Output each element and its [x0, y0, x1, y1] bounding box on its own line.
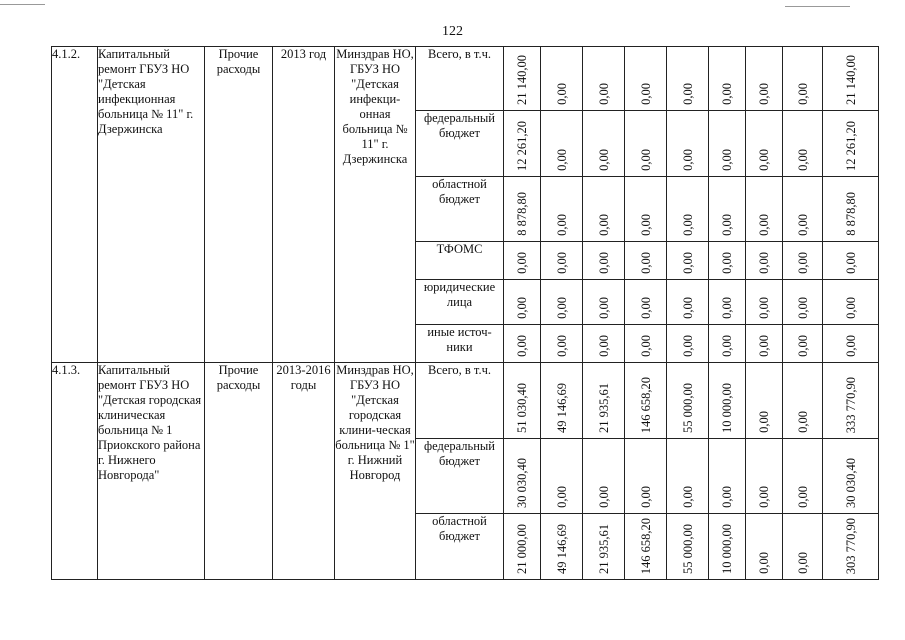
year-value: 0,00 [795, 552, 810, 574]
year-value: 0,00 [720, 149, 734, 171]
year-value: 0,00 [680, 214, 695, 236]
year-value: 49 146,69 [554, 383, 569, 433]
value-cell [667, 47, 709, 111]
total-value: 0,00 [843, 252, 858, 274]
budget-table [51, 46, 879, 580]
value-cell [541, 325, 583, 363]
value-cell [709, 47, 746, 111]
year-value: 0,00 [757, 552, 771, 574]
year-value: 21 000,00 [515, 524, 529, 574]
year-value: 0,00 [554, 83, 569, 105]
value-cell [823, 111, 879, 177]
funding-source-label: ТФОМС [416, 242, 504, 280]
year-value: 0,00 [680, 335, 695, 357]
value-cell [667, 514, 709, 580]
value-cell [541, 242, 583, 280]
value-cell [667, 325, 709, 363]
value-cell [823, 363, 879, 439]
year-value: 0,00 [596, 252, 611, 274]
total-value: 12 261,20 [843, 121, 858, 171]
value-cell [823, 514, 879, 580]
value-cell [746, 280, 783, 325]
value-cell [667, 280, 709, 325]
total-value: 8 878,80 [843, 192, 858, 236]
year-value: 0,00 [757, 486, 771, 508]
scan-mark-top-left [0, 4, 45, 5]
value-cell [625, 111, 667, 177]
value-cell [667, 363, 709, 439]
value-cell [667, 242, 709, 280]
item-title: Капитальный ремонт ГБУЗ НО "Детская городская клиническая больница № 1 Приокского района г. Нижнего Новгорода" [98, 363, 205, 580]
year-value: 0,00 [795, 252, 810, 274]
year-value: 0,00 [757, 252, 771, 274]
value-cell [625, 514, 667, 580]
value-cell [583, 439, 625, 514]
value-cell [541, 47, 583, 111]
year-value: 0,00 [638, 149, 653, 171]
value-cell [504, 439, 541, 514]
year-value: 0,00 [757, 335, 771, 357]
value-cell [625, 242, 667, 280]
year-value: 0,00 [757, 297, 771, 319]
value-cell [823, 280, 879, 325]
value-cell [709, 177, 746, 242]
year-value: 10 000,00 [720, 383, 734, 433]
value-cell [625, 325, 667, 363]
year-value: 0,00 [720, 335, 734, 357]
value-cell [783, 280, 823, 325]
year-value: 0,00 [757, 214, 771, 236]
year-value: 0,00 [757, 411, 771, 433]
period: 2013 год [273, 47, 335, 363]
value-cell [583, 280, 625, 325]
year-value: 12 261,20 [515, 121, 529, 171]
year-value: 0,00 [554, 149, 569, 171]
year-value: 21 140,00 [515, 55, 529, 105]
item-number: 4.1.2. [52, 47, 98, 363]
value-cell [583, 325, 625, 363]
executor: Минздрав НО, ГБУЗ НО "Детская городская клини-ческая больница № 1" г. Нижний Новгород [335, 363, 416, 580]
value-cell [541, 280, 583, 325]
value-cell [504, 177, 541, 242]
value-cell [504, 363, 541, 439]
budget-table-body [52, 47, 879, 580]
value-cell [783, 242, 823, 280]
value-cell [746, 439, 783, 514]
year-value: 0,00 [795, 83, 810, 105]
value-cell [583, 177, 625, 242]
value-cell [746, 47, 783, 111]
year-value: 8 878,80 [515, 192, 529, 236]
funding-source-label: федеральный бюджет [416, 439, 504, 514]
value-cell [504, 47, 541, 111]
year-value: 0,00 [720, 252, 734, 274]
year-value: 146 658,20 [638, 376, 653, 433]
value-cell [783, 177, 823, 242]
total-value: 21 140,00 [843, 55, 858, 105]
year-value: 0,00 [795, 411, 810, 433]
year-value: 0,00 [757, 149, 771, 171]
value-cell [709, 111, 746, 177]
table-row [52, 363, 879, 439]
value-cell [504, 325, 541, 363]
value-cell [823, 177, 879, 242]
year-value: 0,00 [515, 335, 529, 357]
year-value: 0,00 [680, 252, 695, 274]
executor: Минздрав НО, ГБУЗ НО "Детская инфекци-онная больница № 11" г. Дзержинска [335, 47, 416, 363]
value-cell [667, 177, 709, 242]
value-cell [625, 280, 667, 325]
year-value: 0,00 [554, 214, 569, 236]
value-cell [823, 439, 879, 514]
funding-source-label: федеральный бюджет [416, 111, 504, 177]
value-cell [783, 363, 823, 439]
value-cell [583, 111, 625, 177]
year-value: 0,00 [596, 335, 611, 357]
year-value: 0,00 [596, 486, 611, 508]
year-value: 0,00 [638, 335, 653, 357]
value-cell [746, 111, 783, 177]
year-value: 0,00 [554, 335, 569, 357]
table-row [52, 47, 879, 111]
value-cell [504, 111, 541, 177]
value-cell [667, 111, 709, 177]
funding-source-label: областной бюджет [416, 514, 504, 580]
value-cell [504, 280, 541, 325]
year-value: 146 658,20 [638, 517, 653, 574]
value-cell [583, 514, 625, 580]
value-cell [746, 177, 783, 242]
value-cell [625, 177, 667, 242]
total-value: 30 030,40 [843, 458, 858, 508]
total-value: 0,00 [843, 335, 858, 357]
total-value: 333 770,90 [843, 376, 858, 433]
value-cell [746, 363, 783, 439]
year-value: 0,00 [515, 297, 529, 319]
value-cell [746, 514, 783, 580]
year-value: 0,00 [638, 297, 653, 319]
year-value: 10 000,00 [720, 524, 734, 574]
year-value: 0,00 [795, 335, 810, 357]
year-value: 51 030,40 [515, 383, 529, 433]
value-cell [541, 363, 583, 439]
value-cell [541, 111, 583, 177]
value-cell [709, 280, 746, 325]
year-value: 21 935,61 [596, 524, 611, 574]
year-value: 0,00 [638, 83, 653, 105]
value-cell [504, 242, 541, 280]
year-value: 21 935,61 [596, 383, 611, 433]
year-value: 0,00 [515, 252, 529, 274]
year-value: 0,00 [638, 214, 653, 236]
value-cell [504, 514, 541, 580]
value-cell [783, 47, 823, 111]
year-value: 0,00 [554, 252, 569, 274]
funding-source-label: иные источ-ники [416, 325, 504, 363]
year-value: 0,00 [554, 486, 569, 508]
funding-source-label: областной бюджет [416, 177, 504, 242]
total-value: 303 770,90 [843, 517, 858, 574]
year-value: 0,00 [680, 297, 695, 319]
scan-mark-top-right [785, 6, 850, 7]
value-cell [625, 47, 667, 111]
value-cell [823, 325, 879, 363]
year-value: 0,00 [795, 486, 810, 508]
value-cell [625, 439, 667, 514]
funding-source-label: Всего, в т.ч. [416, 363, 504, 439]
item-number: 4.1.3. [52, 363, 98, 580]
year-value: 0,00 [680, 149, 695, 171]
year-value: 0,00 [596, 297, 611, 319]
value-cell [541, 177, 583, 242]
year-value: 0,00 [596, 83, 611, 105]
year-value: 0,00 [596, 149, 611, 171]
year-value: 30 030,40 [515, 458, 529, 508]
year-value: 49 146,69 [554, 524, 569, 574]
value-cell [541, 514, 583, 580]
value-cell [783, 514, 823, 580]
value-cell [746, 325, 783, 363]
item-title: Капитальный ремонт ГБУЗ НО "Детская инфекционная больница № 11" г. Дзержинска [98, 47, 205, 363]
value-cell [709, 242, 746, 280]
value-cell [709, 363, 746, 439]
expense-type: Прочие расходы [205, 363, 273, 580]
value-cell [823, 242, 879, 280]
year-value: 0,00 [795, 214, 810, 236]
year-value: 0,00 [554, 297, 569, 319]
year-value: 0,00 [757, 83, 771, 105]
year-value: 0,00 [720, 297, 734, 319]
year-value: 0,00 [795, 149, 810, 171]
expense-type: Прочие расходы [205, 47, 273, 363]
year-value: 55 000,00 [680, 524, 695, 574]
value-cell [783, 111, 823, 177]
value-cell [625, 363, 667, 439]
total-value: 0,00 [843, 297, 858, 319]
value-cell [783, 439, 823, 514]
value-cell [541, 439, 583, 514]
year-value: 55 000,00 [680, 383, 695, 433]
year-value: 0,00 [638, 486, 653, 508]
period: 2013-2016 годы [273, 363, 335, 580]
value-cell [709, 325, 746, 363]
year-value: 0,00 [720, 214, 734, 236]
year-value: 0,00 [795, 297, 810, 319]
value-cell [583, 363, 625, 439]
funding-source-label: Всего, в т.ч. [416, 47, 504, 111]
year-value: 0,00 [680, 83, 695, 105]
value-cell [709, 514, 746, 580]
year-value: 0,00 [720, 83, 734, 105]
value-cell [746, 242, 783, 280]
funding-source-label: юридические лица [416, 280, 504, 325]
page-number: 122 [442, 24, 463, 39]
year-value: 0,00 [638, 252, 653, 274]
year-value: 0,00 [720, 486, 734, 508]
value-cell [823, 47, 879, 111]
year-value: 0,00 [680, 486, 695, 508]
value-cell [709, 439, 746, 514]
value-cell [583, 47, 625, 111]
value-cell [783, 325, 823, 363]
value-cell [667, 439, 709, 514]
year-value: 0,00 [596, 214, 611, 236]
value-cell [583, 242, 625, 280]
